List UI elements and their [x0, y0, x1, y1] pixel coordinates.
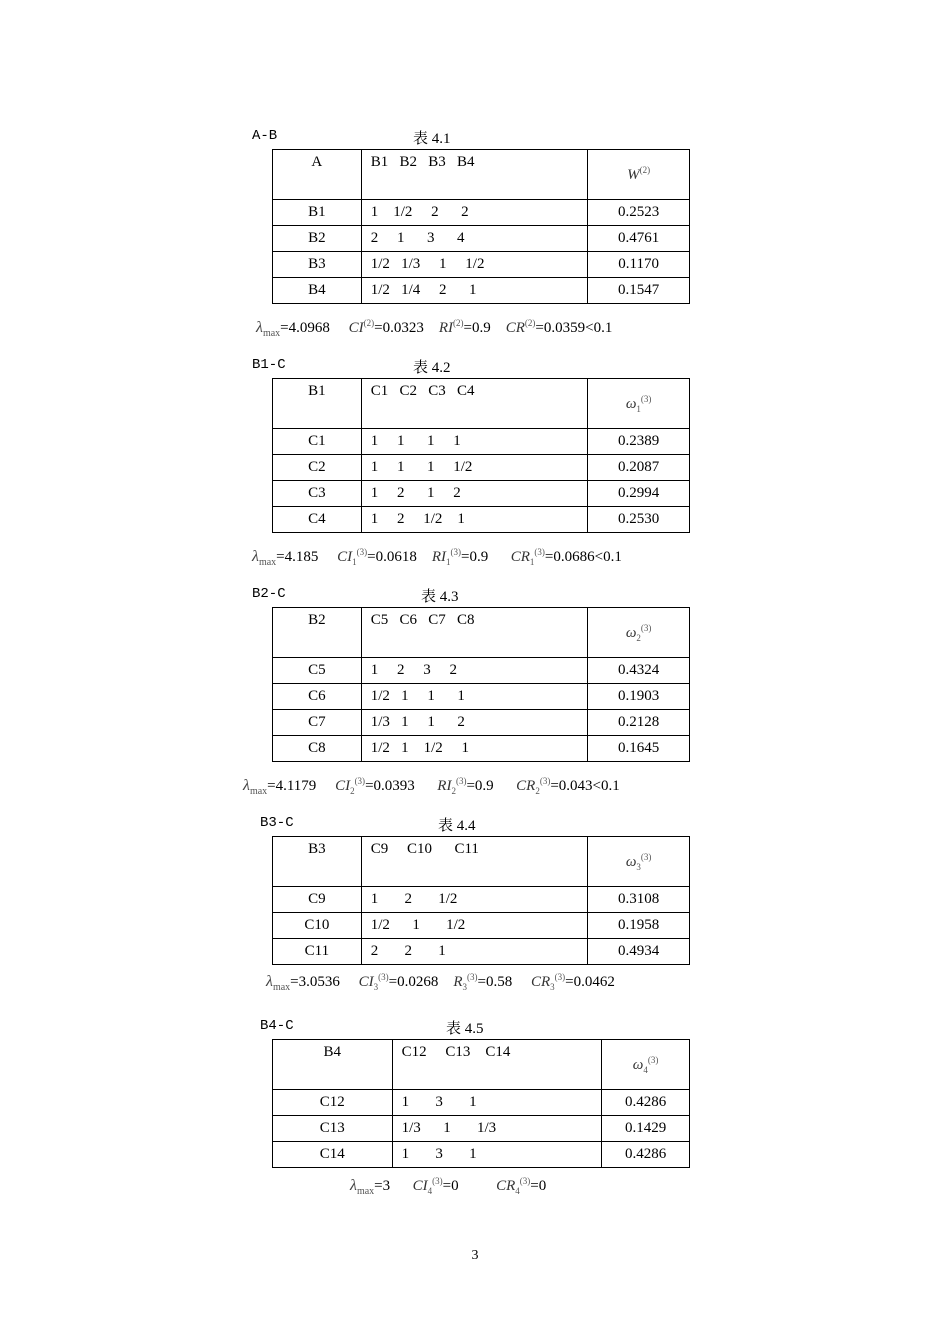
weight-symbol: $\omega_3^{(3)}$ [625, 851, 652, 872]
table-row: C8 1/2 1 1/2 1 0.1645 [273, 736, 690, 762]
table-row: C1 1 1 1 1 0.2389 [273, 429, 690, 455]
comparison-table-4-4 [272, 836, 690, 965]
weight-header [588, 608, 690, 658]
table-row: B4 1/2 1/4 2 1 0.1547 [273, 278, 690, 304]
table-row: C5 1 2 3 2 0.4324 [273, 658, 690, 684]
table-row: B1 1 1/2 2 2 0.2523 [273, 200, 690, 226]
criterion-header: B1 [273, 379, 362, 429]
table-row: C12 1 3 1 0.4286 [273, 1090, 690, 1116]
weight-header [602, 1040, 690, 1090]
table-row: C6 1/2 1 1 1 0.1903 [273, 684, 690, 710]
table-row: C14 1 3 1 0.4286 [273, 1142, 690, 1168]
comparison-table-4-5 [272, 1039, 690, 1168]
criterion-header: B4 [273, 1040, 393, 1090]
table-label: B4-C [260, 1018, 294, 1034]
weight-header [588, 837, 690, 887]
weight-symbol: $\omega_4^{(3)}$ [632, 1054, 659, 1075]
table-caption: 表 4.3 [421, 589, 459, 605]
weight-header [588, 379, 690, 429]
table-caption: 表 4.5 [446, 1021, 484, 1037]
table-caption: 表 4.1 [413, 131, 451, 147]
columns-header: C9 C10 C11 [361, 837, 588, 887]
table-row: C11 2 2 1 0.4934 [273, 939, 690, 965]
table-label: B2-C [252, 586, 286, 602]
criterion-header: A [273, 150, 362, 200]
table-label: A-B [252, 128, 278, 144]
table-label: B1-C [252, 357, 286, 373]
consistency-formula-4-5: $\lambda_{max}=3$ $CI_4^{(3)}=0$ $CR_4^{(3)}=0$ [350, 1176, 547, 1197]
comparison-table-4-1 [272, 149, 690, 304]
table-row: C9 1 2 1/2 0.3108 [273, 887, 690, 913]
table-row: C7 1/3 1 1 2 0.2128 [273, 710, 690, 736]
consistency-formula-4-4: $\lambda_{max}=3.0536$ $CI_3^{(3)}=0.0268$ $R_3^{(3)}=0.58$ $CR_3^{(3)}=0.0462$ [266, 972, 615, 993]
table-row: C13 1/3 1 1/3 0.1429 [273, 1116, 690, 1142]
columns-header: C12 C13 C14 [392, 1040, 602, 1090]
table-row: C10 1/2 1 1/2 0.1958 [273, 913, 690, 939]
table-row: C3 1 2 1 2 0.2994 [273, 481, 690, 507]
comparison-table-4-2 [272, 378, 690, 533]
columns-header: C5 C6 C7 C8 [361, 608, 588, 658]
table-label: B3-C [260, 815, 294, 831]
table-row: B3 1/2 1/3 1 1/2 0.1170 [273, 252, 690, 278]
table-caption: 表 4.4 [438, 818, 476, 834]
table-caption: 表 4.2 [413, 360, 451, 376]
consistency-formula-4-3: $\lambda_{max}=4.1179$ $CI_2^{(3)}=0.0393$ $RI_2^{(3)}=0.9$ $CR_2^{(3)}=0.043<0.1$ [243, 776, 620, 797]
page-number: 3 [471, 1248, 479, 1263]
criterion-header: B2 [273, 608, 362, 658]
comparison-table-4-3 [272, 607, 690, 762]
consistency-formula-4-2: $\lambda_{max}=4.185$ $CI_1^{(3)}=0.0618$ $RI_1^{(3)}=0.9$ $CR_1^{(3)}=0.0686<0.1$ [252, 547, 622, 568]
columns-header: B1 B2 B3 B4 [361, 150, 588, 200]
weight-symbol: $\omega_1^{(3)}$ [625, 393, 652, 414]
weight-symbol: $W^{(2)}$ [627, 164, 651, 183]
table-row: B2 2 1 3 4 0.4761 [273, 226, 690, 252]
weight-header [588, 150, 690, 200]
table-row: C2 1 1 1 1/2 0.2087 [273, 455, 690, 481]
consistency-formula-4-1: $\lambda_{max}=4.0968$ $CI^{(2)}=0.0323$ $RI^{(2)}=0.9$ $CR^{(2)}=0.0359<0.1$ [256, 318, 613, 339]
criterion-header: B3 [273, 837, 362, 887]
columns-header: C1 C2 C3 C4 [361, 379, 588, 429]
weight-symbol: $\omega_2^{(3)}$ [625, 622, 652, 643]
table-row: C4 1 2 1/2 1 0.2530 [273, 507, 690, 533]
